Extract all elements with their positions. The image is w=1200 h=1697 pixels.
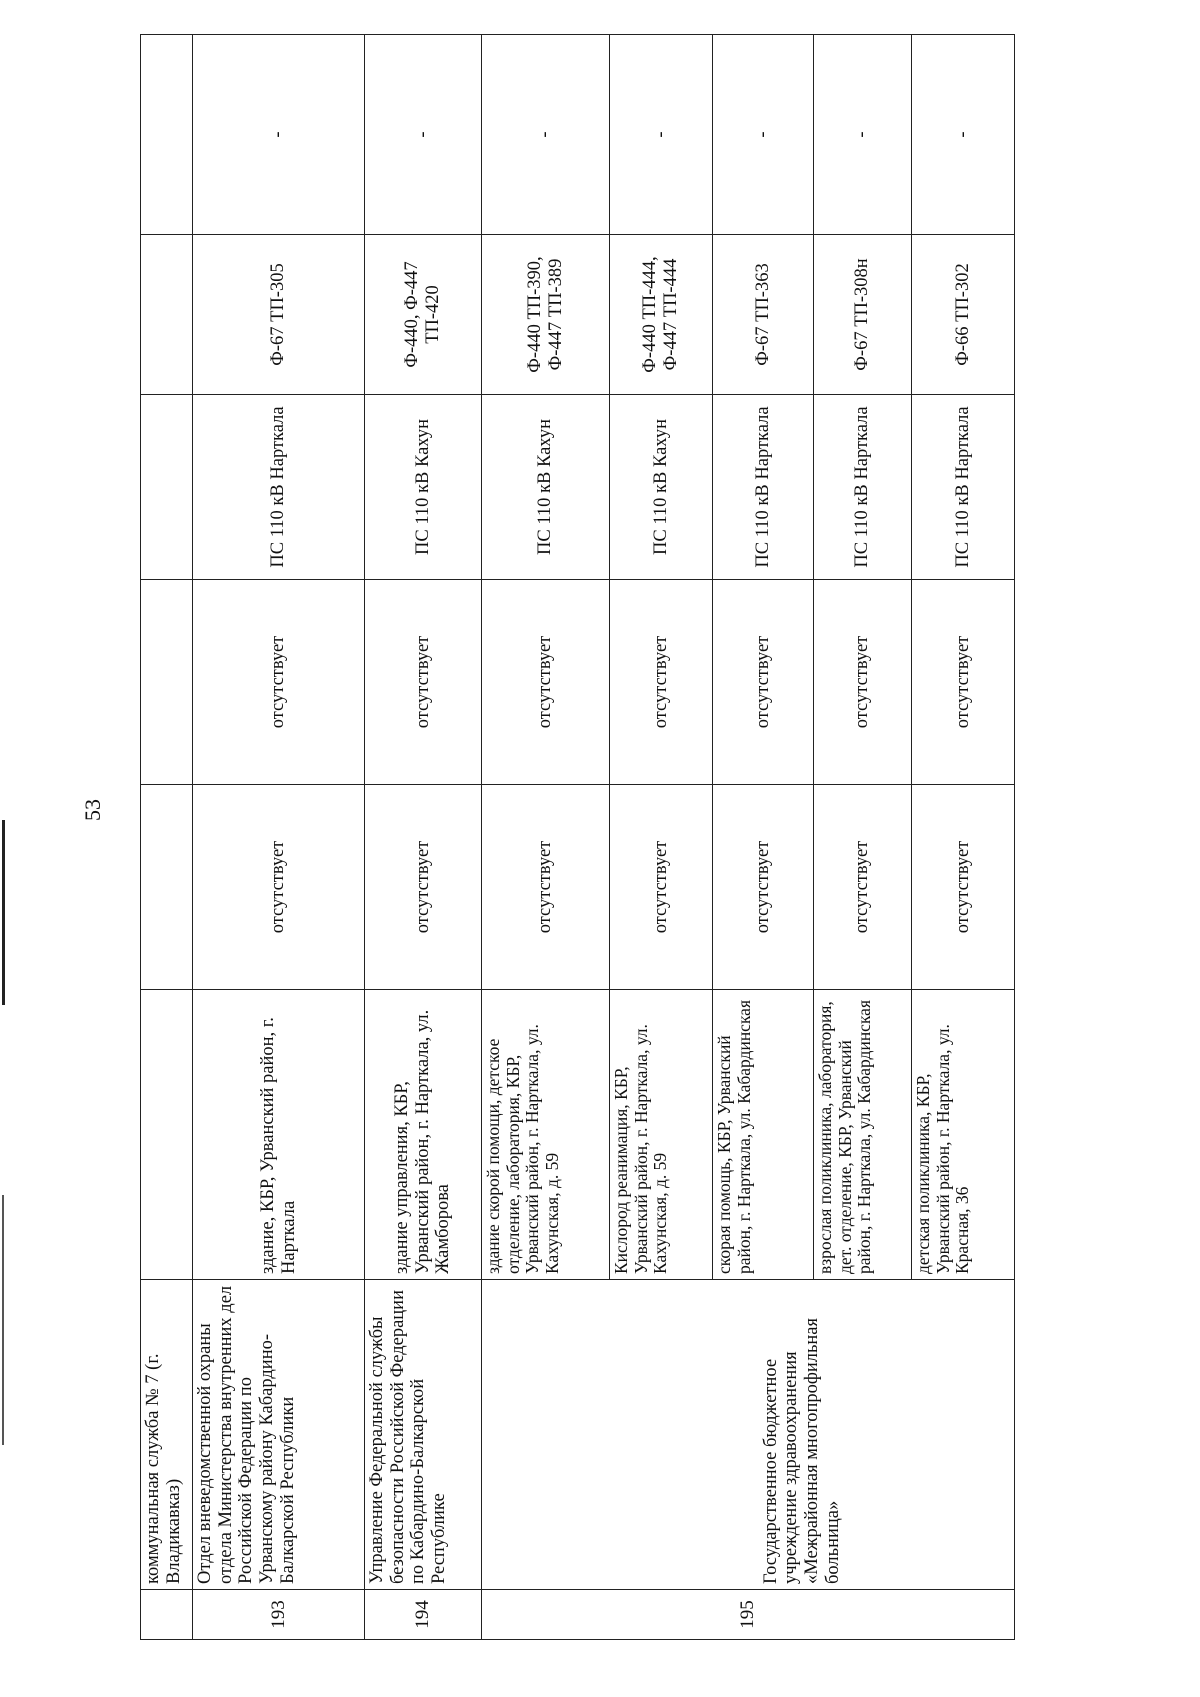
cell-organization: Управление Федеральной службы безопасности Российской Федерации по Кабардино-Балкарской Республике — [365, 1280, 482, 1590]
cell-col4: отсутствует — [814, 580, 912, 785]
rotated-document-page — [80, 35, 1045, 1640]
cell-object: взрослая поликлиника, лаборатория, дет. отделение, КБР, Урванский район, г. Нарткала, ул. Кабардинская — [814, 990, 912, 1280]
cell-col4: отсутствует — [912, 580, 1015, 785]
cell-col4: отсутствует — [365, 580, 482, 785]
cell-feeder: Ф-66 ТП-302 — [912, 235, 1015, 395]
cell-substation — [141, 395, 193, 580]
cell-col4 — [141, 580, 193, 785]
cell-col3: отсутствует — [482, 785, 610, 990]
cell-substation: ПС 110 кВ Кахун — [365, 395, 482, 580]
cell-object: скорая помощь, КБР, Урванский район, г. Нарткала, ул. Кабардинская — [713, 990, 814, 1280]
scan-mark-left-bottom — [2, 1195, 4, 1445]
cell-col3: отсутствует — [713, 785, 814, 990]
table-row-continuation — [141, 35, 193, 1640]
cell-col3 — [141, 785, 193, 990]
cell-col4: отсутствует — [610, 580, 713, 785]
cell-num — [141, 1590, 193, 1640]
cell-organization: Государственное бюджетное учреждение здравоохранения «Межрайонная многопрофильная больница» — [482, 1280, 1015, 1590]
objects-table — [140, 34, 1015, 1640]
cell-last: - — [365, 35, 482, 235]
cell-object: Кислород реанимация, КБР, Урванский район, г. Нарткала, ул. Кахунская, д. 59 — [610, 990, 713, 1280]
cell-object: здание, КБР, Урванский район, г. Нарткала — [193, 990, 365, 1280]
cell-feeder: Ф-67 ТП-308н — [814, 235, 912, 395]
cell-object — [141, 990, 193, 1280]
page-number: 53 — [80, 799, 105, 821]
cell-organization: Отдел вневедомственной охраны отдела Министерства внутренних дел Российской Федерации по Урванскому району Кабардино-Балкарской Республики — [193, 1280, 365, 1590]
cell-feeder: Ф-440, Ф-447 ТП-420 — [365, 235, 482, 395]
row-number: 194 — [365, 1590, 482, 1640]
cell-substation: ПС 110 кВ Кахун — [482, 395, 610, 580]
cell-organization: коммунальная служба № 7 (г. Владикавказ) — [141, 1280, 193, 1590]
cell-last — [141, 35, 193, 235]
scan-mark-left-top — [2, 820, 5, 1005]
cell-feeder — [141, 235, 193, 395]
cell-feeder: Ф-67 ТП-305 — [193, 235, 365, 395]
cell-object: здание скорой помощи, детское отделение, лаборатория, КБР, Урванский район, г. Нарткала, ул. Кахунская, д. 59 — [482, 990, 610, 1280]
cell-object: здание управления, КБР, Урванский район, г. Нарткала, ул. Жамборова — [365, 990, 482, 1280]
cell-feeder: Ф-67 ТП-363 — [713, 235, 814, 395]
table-row-193 — [193, 35, 365, 1640]
cell-last: - — [713, 35, 814, 235]
cell-last: - — [610, 35, 713, 235]
cell-last: - — [814, 35, 912, 235]
cell-substation: ПС 110 кВ Нарткала — [814, 395, 912, 580]
cell-substation: ПС 110 кВ Кахун — [610, 395, 713, 580]
cell-col4: отсутствует — [482, 580, 610, 785]
cell-last: - — [193, 35, 365, 235]
cell-col3: отсутствует — [610, 785, 713, 990]
cell-last: - — [912, 35, 1015, 235]
row-number: 193 — [193, 1590, 365, 1640]
cell-substation: ПС 110 кВ Нарткала — [193, 395, 365, 580]
cell-object: детская поликлиника, КБР, Урванский район, г. Нарткала, ул. Красная, 36 — [912, 990, 1015, 1280]
table-row-195-1 — [482, 35, 610, 1640]
table-row-194 — [365, 35, 482, 1640]
cell-col3: отсутствует — [814, 785, 912, 990]
cell-col4: отсутствует — [193, 580, 365, 785]
row-number: 195 — [482, 1590, 1015, 1640]
cell-substation: ПС 110 кВ Нарткала — [912, 395, 1015, 580]
cell-feeder: Ф-440 ТП-444, Ф-447 ТП-444 — [610, 235, 713, 395]
cell-col3: отсутствует — [193, 785, 365, 990]
cell-feeder: Ф-440 ТП-390, Ф-447 ТП-389 — [482, 235, 610, 395]
cell-col4: отсутствует — [713, 580, 814, 785]
cell-last: - — [482, 35, 610, 235]
cell-col3: отсутствует — [912, 785, 1015, 990]
cell-col3: отсутствует — [365, 785, 482, 990]
cell-substation: ПС 110 кВ Нарткала — [713, 395, 814, 580]
